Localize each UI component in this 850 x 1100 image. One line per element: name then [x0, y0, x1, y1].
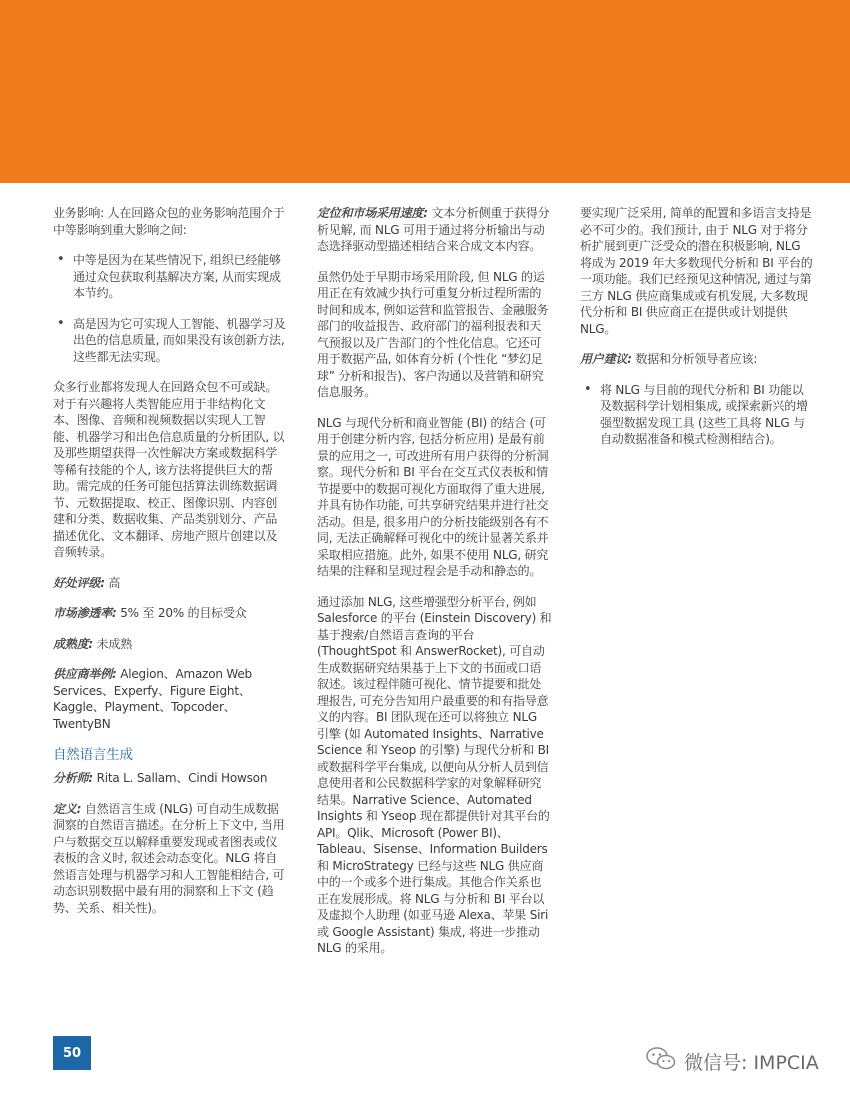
- impact-bullet: • 中等是因为在某些情况下, 组织已经能够通过众包获取利基解决方案, 从而实现成本节约。: [53, 252, 288, 302]
- body-paragraph: NLG 与现代分析和商业智能 (BI) 的结合 (可用于创建分析内容, 包括分析应用) 是最有前景的应用之一, 可改进所有用户获得的分析洞察。现代分析和 BI 平台在交互式仪表板和情节提要中的数据可视化方面取得了重大进展, 并具有协作功能, 可共享研究结果并进行社交活动。但是, 很多用户的分析技能级别各有不同, 无法正确解释可视化中的统计显著关系并采取相应措施。此外, 如果不使用 NLG, 研究结果的注释和呈现过程会是手动和静态的。: [317, 415, 549, 578]
- column-3: [580, 205, 815, 462]
- definition: [53, 801, 288, 917]
- body-paragraph: 虽然仍处于早期市场采用阶段, 但 NLG 的运用正在有效减少执行可重复分析过程所需的时间和成本, 例如运营和监管报告、金融服务部门的收益报告、政府部门的福利报表和天气预报以及广告部门的个性化信息。它还可用于数据产品, 如体育分析 (个性化 “梦幻足球” 分析和报告)、客户沟通以及营销和研究信息服务。: [317, 269, 549, 399]
- position-label: 定位和市场采用速度:: [317, 206, 428, 220]
- definition-value: 自然语言生成 (NLG) 可自动生成数据洞察的自然语言描述。在分析上下文中, 当用户与数据交互以解释重要发现或者图表或仪表板的含义时, 叙述会动态变化。NLG 将自然语言处理与机器学习和人工智能相结合, 可动态识别数据中最有用的洞察和上下文 (趋势、关系、相关性)。: [53, 801, 285, 915]
- impact-intro: 业务影响: 人在回路众包的业务影响范围介于中等影响到重大影响之间:: [53, 206, 285, 237]
- page-number: 50: [53, 1036, 91, 1070]
- column-1: [53, 205, 288, 930]
- vendors-label: 供应商举例:: [53, 667, 117, 681]
- advice-list: [580, 382, 815, 448]
- penetration-value: 5% 至 20% 的目标受众: [116, 606, 247, 620]
- advice-label: 用户建议:: [580, 352, 632, 366]
- definition-label: 定义:: [53, 801, 82, 816]
- wechat-icon: [646, 1046, 676, 1077]
- maturity-label: 成熟度:: [53, 636, 93, 651]
- body-paragraph: 要实现广泛采用, 简单的配置和多语言支持是必不可少的。我们预计, 由于 NLG 对于将分析扩展到更广泛受众的潜在积极影响, NLG 将成为 2019 年大多数现代分析和 BI 平台的一项功能。我们已经预见这种情况, 通过与第三方 NLG 供应商集成或有机发展, 大多数现代分析和 BI 供应商正在提供或计划提供 NLG。: [580, 206, 813, 336]
- benefit-label: 好处评级:: [53, 575, 105, 590]
- header-banner: [0, 0, 850, 183]
- position-adoption: [317, 205, 552, 255]
- advice-bullet: • 将 NLG 与目前的现代分析和 BI 功能以及数据科学计划相集成, 或探索新兴的增强型数据发现工具 (这些工具将 NLG 与自动数据准备和模式检测相结合)。: [580, 382, 815, 448]
- impact-list: [53, 252, 288, 365]
- column-2: [317, 205, 552, 971]
- benefit-rating: [53, 575, 288, 592]
- analysts: [53, 770, 288, 787]
- maturity-value: 未成熟: [93, 636, 133, 651]
- market-penetration: [53, 605, 288, 622]
- position-value: 文本分析侧重于获得分析见解, 而 NLG 可用于通过将分析输出与动态选择驱动型描述相结合来合成文本内容。: [317, 206, 550, 253]
- wechat-watermark: [646, 1046, 819, 1077]
- analyst-label: 分析师:: [53, 771, 93, 785]
- user-advice: [580, 351, 815, 368]
- penetration-label: 市场渗透率:: [53, 606, 117, 620]
- watermark-text: 微信号: IMPCIA: [684, 1052, 819, 1074]
- body-paragraph: 众多行业都将发现人在回路众包不可或缺。对于有兴趣将人类智能应用于非结构化文本、图像、音频和视频数据以实现人工智能、机器学习和出色信息质量的分析团队, 以及那些期望获得一次性解决方案或数据科学等稀有技能的个人, 该方法将提供巨大的帮助。需完成的任务可能包括算法训练数据调节、元数据提取、校正、图像识别、内容创建和分类、数据收集、产品类别划分、产品描述优化、文本翻译、房地产照片创建以及音频转录。: [53, 380, 285, 559]
- advice-value: 数据和分析领导者应该:: [631, 352, 758, 366]
- body-paragraph: 通过添加 NLG, 这些增强型分析平台, 例如 Salesforce 的平台 (Einstein Discovery) 和基于搜索/自然语言查询的平台 (ThoughtSpot 和 AnswerRocket), 可自动生成数据研究结果基于上下文的书面或口语叙述。该过程伴随可视化、情节提要和批处理报告, 可充分告知用户最重要的和有指导意义的内容。BI 团队现在还可以将独立 NLG 引擎 (如 Automated Insights、Narrative Science 和 Yseop 的引擎) 与现代分析和 BI 或数据科学平台集成, 以便向从分析人员到信息使用者和公民数据科学家的对象解释研究结果。Narrative Science、Automated Insights 和 Yseop 现在都提供针对其平台的 API。Qlik、Microsoft (Power BI)、Tableau、Sisense、Information Builders 和 MicroStrategy 已经与这些 NLG 供应商中的一个或多个进行集成。其他合作关系也正在发展形成。将 NLG 与分析和 BI 平台以及虚拟个人助理 (如亚马逊 Alexa、苹果 Siri 或 Google Assistant) 集成, 将进一步推动 NLG 的采用。: [317, 594, 552, 955]
- benefit-value: 高: [104, 575, 121, 590]
- maturity: [53, 636, 288, 653]
- impact-bullet: • 高是因为它可实现人工智能、机器学习及出色的信息质量, 而如果没有该创新方法, 这些都无法实现。: [53, 316, 288, 366]
- analyst-value: Rita L. Sallam、Cindi Howson: [93, 771, 268, 785]
- vendors-value: Alegion、Amazon Web Services、Experfy、Figure Eight、Kaggle、Playment、Topcoder、TwentyBN: [53, 667, 252, 731]
- sample-vendors: [53, 666, 288, 732]
- section-title: 自然语言生成: [53, 747, 133, 763]
